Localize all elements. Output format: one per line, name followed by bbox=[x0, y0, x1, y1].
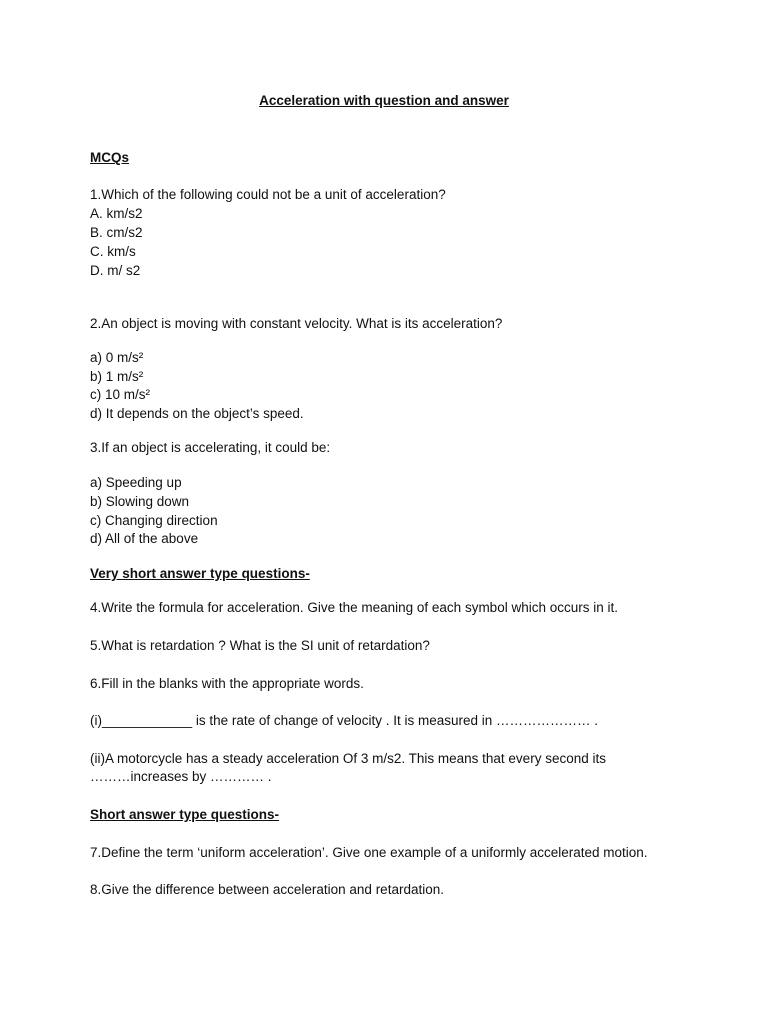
q2-option-b: b) 1 m/s² bbox=[90, 369, 144, 384]
question-4: 4.Write the formula for acceleration. Give the meaning of each symbol which occurs in it. bbox=[90, 600, 618, 615]
mcq-heading: MCQs bbox=[90, 150, 130, 165]
q1-option-d: D. m/ s2 bbox=[90, 263, 141, 278]
q1-option-c: C. km/s bbox=[90, 244, 136, 259]
q3-option-b: b) Slowing down bbox=[90, 494, 190, 509]
q6-part-ii-line2: ………increases by ………… . bbox=[90, 769, 272, 784]
question-2: 2.An object is moving with constant velocity. What is its acceleration? bbox=[90, 316, 503, 331]
q2-option-a: a) 0 m/s² bbox=[90, 350, 144, 365]
q1-option-a: A. km/s2 bbox=[90, 206, 143, 221]
q3-option-a: a) Speeding up bbox=[90, 475, 182, 490]
q3-option-d: d) All of the above bbox=[90, 531, 199, 546]
very-short-heading: Very short answer type questions- bbox=[90, 566, 310, 581]
q2-option-c: c) 10 m/s² bbox=[90, 387, 151, 402]
q2-option-d: d) It depends on the object’s speed. bbox=[90, 406, 304, 421]
short-heading: Short answer type questions- bbox=[90, 807, 280, 822]
q6-part-i: (i)____________ is the rate of change of velocity . It is measured in ………………… . bbox=[90, 713, 598, 728]
q3-option-c: c) Changing direction bbox=[90, 513, 218, 528]
page-title: Acceleration with question and answer bbox=[259, 93, 509, 108]
question-3: 3.If an object is accelerating, it could be: bbox=[90, 440, 331, 455]
question-8: 8.Give the difference between acceleration and retardation. bbox=[90, 882, 444, 897]
q1-option-b: B. cm/s2 bbox=[90, 225, 143, 240]
q6-part-ii-line1: (ii)A motorcycle has a steady acceleration Of 3 m/s2. This means that every second its bbox=[90, 751, 606, 766]
question-7: 7.Define the term ‘uniform acceleration’. Give one example of a uniformly accelerated motion. bbox=[90, 845, 648, 860]
question-5: 5.What is retardation ? What is the SI unit of retardation? bbox=[90, 638, 430, 653]
question-6: 6.Fill in the blanks with the appropriate words. bbox=[90, 676, 364, 691]
question-1: 1.Which of the following could not be a unit of acceleration? bbox=[90, 187, 446, 202]
